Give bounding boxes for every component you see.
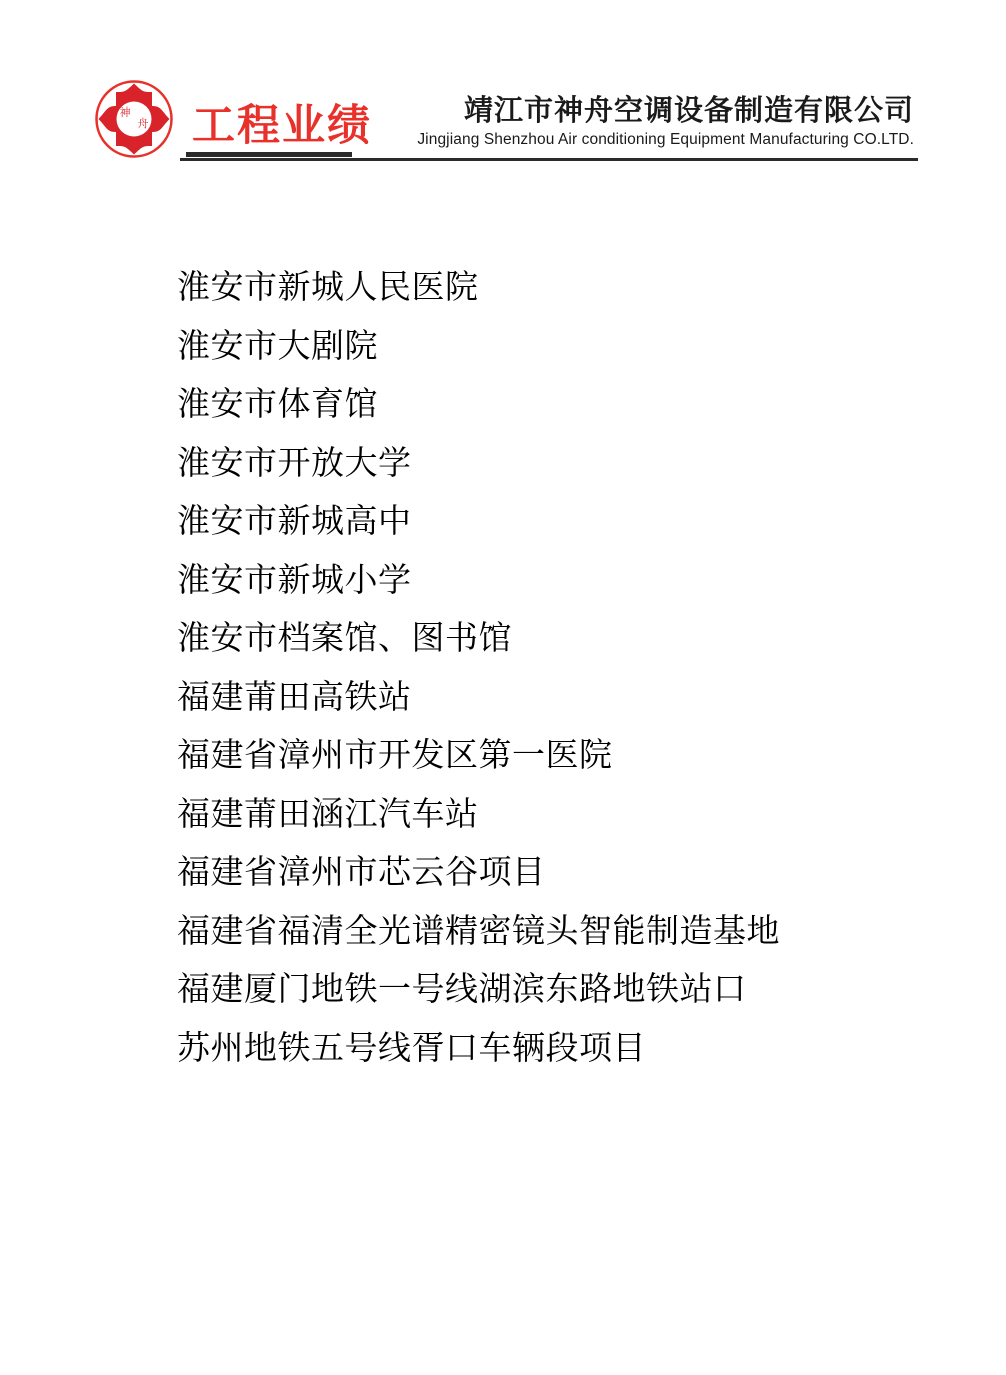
shenzhou-cross-circle-logo [95,80,173,158]
document-header [0,0,1006,175]
list-item: 福建厦门地铁一号线湖滨东路地铁站口 [177,969,747,1008]
list-item: 福建莆田高铁站 [177,676,412,716]
list-item: 淮安市新城高中 [177,501,412,540]
list-item: 淮安市大剧院 [177,325,378,365]
list-item: 福建莆田涵江汽车站 [177,793,479,833]
title-underline [186,152,352,157]
list-item: 淮安市新城小学 [177,559,412,599]
list-item: 福建省福清全光谱精密镜头智能制造基地 [177,910,780,950]
company-name-cn: 靖江市神舟空调设备制造有限公司 [463,93,914,127]
list-item: 苏州地铁五号线胥口车辆段项目 [177,1027,646,1067]
svg-text:神: 神 [119,106,131,119]
list-item: 福建省漳州市芯云谷项目 [177,852,546,891]
header-divider [180,158,918,161]
list-item: 淮安市体育馆 [177,384,378,423]
page-title: 工程业绩 [192,101,372,151]
list-item: 淮安市档案馆、图书馆 [177,618,512,657]
company-logo [95,80,175,160]
list-item: 淮安市开放大学 [177,442,412,482]
list-item: 福建省漳州市开发区第一医院 [177,735,613,774]
project-list [177,258,937,1077]
list-item: 淮安市新城人民医院 [177,267,479,306]
company-name-en: Jingjiang Shenzhou Air conditioning Equipment Manufacturing CO.LTD. [417,131,914,148]
svg-text:舟: 舟 [137,117,149,130]
